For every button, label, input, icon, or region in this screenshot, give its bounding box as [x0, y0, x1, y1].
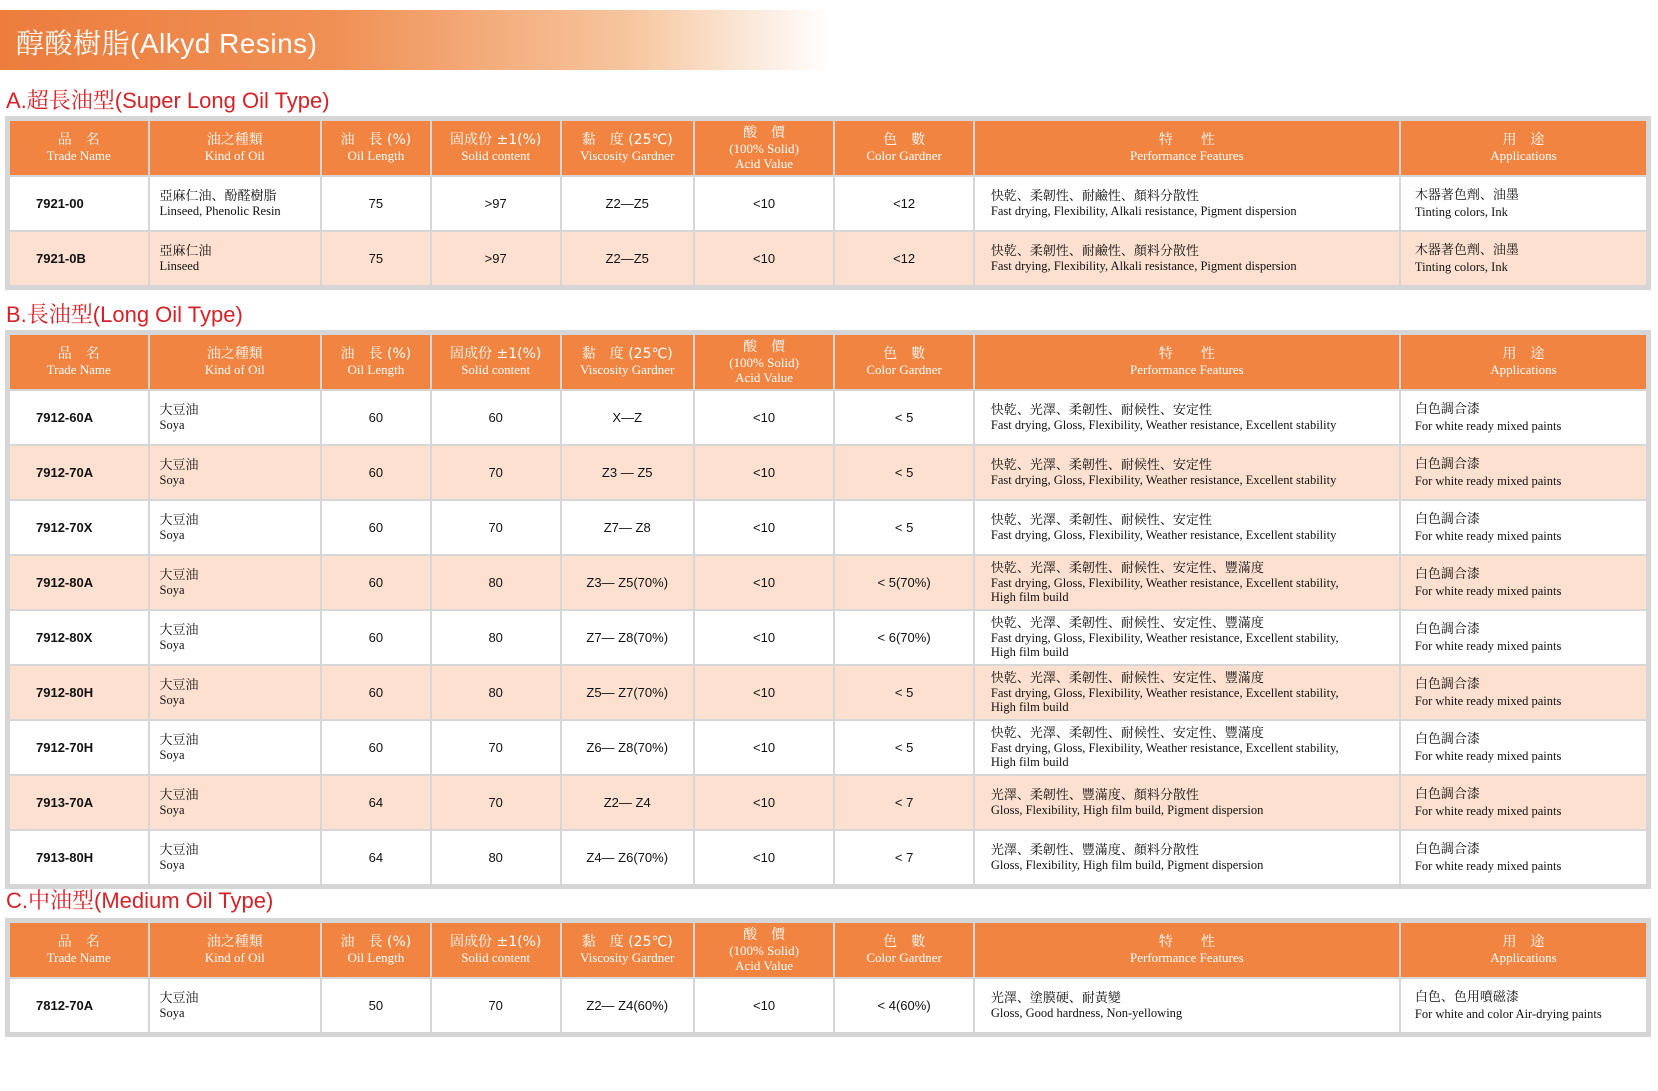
column-header-en: Acid Value [735, 957, 794, 973]
solid-content-cell: 80 [431, 610, 561, 665]
viscosity-cell: Z5— Z7(70%) [561, 665, 694, 720]
column-header-en: Kind of Oil [204, 950, 265, 965]
application-en: For white ready mixed paints [1414, 473, 1562, 488]
applications-cell [1400, 830, 1647, 885]
column-header-zh: 油之種類 [206, 934, 263, 950]
table-row [9, 176, 1647, 231]
solid-content-cell: 80 [431, 555, 561, 610]
performance-cell [974, 390, 1400, 445]
column-header-performance [974, 334, 1400, 390]
application-en: For white ready mixed paints [1414, 583, 1562, 598]
acid-value-cell: <10 [694, 390, 835, 445]
performance-zh: 光澤、柔韌性、豐滿度、顏料分散性 [990, 787, 1199, 803]
application-en: Tinting colors, Ink [1414, 259, 1508, 274]
performance-cell [974, 176, 1400, 231]
column-header-zh: 用 途 [1502, 346, 1545, 362]
viscosity-cell: Z3— Z5(70%) [561, 555, 694, 610]
trade-name-cell: 7912-80X [9, 610, 149, 665]
color-gardner-cell: < 5 [834, 390, 974, 445]
performance-zh: 快乾、光澤、柔韌性、耐候性、安定性、豐滿度 [990, 560, 1264, 576]
color-gardner-cell: < 5(70%) [834, 555, 974, 610]
application-zh: 白色調合漆 [1414, 621, 1480, 637]
oil-length-cell: 60 [321, 665, 431, 720]
oil-name-zh: 大豆油 [159, 677, 199, 693]
acid-value-cell: <10 [694, 978, 835, 1033]
application-zh: 木器著色劑、油墨 [1414, 187, 1519, 203]
column-header-en: Oil Length [347, 148, 405, 163]
performance-cell [974, 720, 1400, 775]
oil-name-zh: 亞麻仁油 [159, 243, 212, 259]
viscosity-cell: Z2— Z4 [561, 775, 694, 830]
performance-en-line2: High film build [990, 699, 1069, 714]
performance-cell [974, 231, 1400, 286]
application-en: For white and color Air-drying paints [1414, 1006, 1602, 1021]
solid-content-cell: 60 [431, 390, 561, 445]
column-header-zh: 黏 度 (25℃) [581, 132, 673, 148]
trade-name-cell: 7912-70A [9, 445, 149, 500]
performance-zh: 光澤、塗膜硬、耐黃變 [990, 990, 1121, 1006]
table-row [9, 231, 1647, 286]
performance-zh: 快乾、光澤、柔韌性、耐候性、安定性 [990, 402, 1212, 418]
solid-content-cell: 70 [431, 445, 561, 500]
kind-of-oil-cell [149, 500, 322, 555]
column-header-kind-of-oil [149, 120, 322, 176]
column-header-en: Viscosity Gardner [580, 362, 675, 377]
kind-of-oil-cell [149, 978, 322, 1033]
column-header-zh: 酸 價 [743, 926, 786, 943]
application-zh: 白色調合漆 [1414, 731, 1480, 747]
oil-name-zh: 亞麻仁油、酚醛樹脂 [159, 188, 277, 204]
column-header-oil-length [321, 334, 431, 390]
application-en: For white ready mixed paints [1414, 748, 1562, 763]
oil-name-zh: 大豆油 [159, 402, 199, 418]
kind-of-oil-cell [149, 390, 322, 445]
column-header-performance [974, 120, 1400, 176]
column-header-color-gardner [834, 120, 974, 176]
table-row [9, 500, 1647, 555]
application-zh: 白色調合漆 [1414, 456, 1480, 472]
column-header-zh: 用 途 [1502, 132, 1545, 148]
acid-value-cell: <10 [694, 231, 835, 286]
oil-length-cell: 60 [321, 500, 431, 555]
column-header-zh: 油之種類 [206, 346, 263, 362]
trade-name-cell: 7912-80A [9, 555, 149, 610]
oil-length-cell: 50 [321, 978, 431, 1033]
performance-en: Gloss, Flexibility, High film build, Pigment dispersion [990, 802, 1264, 817]
application-en: For white ready mixed paints [1414, 858, 1562, 873]
performance-cell [974, 775, 1400, 830]
applications-cell [1400, 610, 1647, 665]
color-gardner-cell: <12 [834, 231, 974, 286]
trade-name-cell: 7812-70A [9, 978, 149, 1033]
color-gardner-cell: < 5 [834, 665, 974, 720]
column-header-kind-of-oil [149, 334, 322, 390]
column-header-zh: 品 名 [57, 934, 100, 950]
column-header-acid-value [694, 922, 835, 978]
performance-cell [974, 610, 1400, 665]
application-zh: 木器著色劑、油墨 [1414, 242, 1519, 258]
acid-value-cell: <10 [694, 775, 835, 830]
oil-length-cell: 60 [321, 390, 431, 445]
oil-name-en: Soya [159, 527, 185, 542]
acid-value-cell: <10 [694, 720, 835, 775]
header-row [9, 334, 1647, 390]
column-header-applications [1400, 120, 1647, 176]
column-header-en-sub: (100% Solid) [729, 942, 799, 958]
column-header-en: Color Gardner [866, 148, 942, 163]
acid-value-cell: <10 [694, 445, 835, 500]
oil-name-en: Linseed, Phenolic Resin [159, 203, 281, 218]
performance-en: Fast drying, Flexibility, Alkali resistance, Pigment dispersion [990, 258, 1297, 273]
oil-name-zh: 大豆油 [159, 512, 199, 528]
oil-length-cell: 60 [321, 555, 431, 610]
application-zh: 白色調合漆 [1414, 511, 1480, 527]
column-header-en: Trade Name [46, 148, 111, 163]
oil-name-en: Soya [159, 582, 185, 597]
trade-name-cell: 7921-0B [9, 231, 149, 286]
column-header-en: Viscosity Gardner [580, 148, 675, 163]
section-title-super-long: A.超長油型(Super Long Oil Type) [6, 88, 330, 113]
column-header-en: Performance Features [1130, 148, 1244, 163]
column-header-en: Kind of Oil [204, 148, 265, 163]
performance-cell [974, 665, 1400, 720]
oil-length-cell: 60 [321, 445, 431, 500]
viscosity-cell: Z2—Z5 [561, 231, 694, 286]
oil-name-zh: 大豆油 [159, 842, 199, 858]
column-header-zh: 特 性 [1158, 934, 1215, 950]
acid-value-cell: <10 [694, 555, 835, 610]
section-title-long: B.長油型(Long Oil Type) [6, 302, 243, 327]
section-title-medium: C.中油型(Medium Oil Type) [6, 888, 274, 913]
kind-of-oil-cell [149, 176, 322, 231]
column-header-en: Acid Value [735, 369, 794, 385]
performance-en-line2: High film build [990, 754, 1069, 769]
oil-name-en: Soya [159, 747, 185, 762]
table-row [9, 978, 1647, 1033]
color-gardner-cell: < 7 [834, 775, 974, 830]
performance-en: Fast drying, Gloss, Flexibility, Weather resistance, Excellent stability, [990, 740, 1339, 755]
oil-name-en: Soya [159, 802, 185, 817]
acid-value-cell: <10 [694, 610, 835, 665]
kind-of-oil-cell [149, 445, 322, 500]
column-header-en: Performance Features [1130, 950, 1244, 965]
oil-name-zh: 大豆油 [159, 990, 199, 1006]
acid-value-cell: <10 [694, 665, 835, 720]
oil-name-zh: 大豆油 [159, 567, 199, 583]
applications-cell [1400, 445, 1647, 500]
column-header-en: Applications [1490, 148, 1557, 163]
application-zh: 白色調合漆 [1414, 566, 1480, 582]
application-en: For white ready mixed paints [1414, 638, 1562, 653]
trade-name-cell: 7913-70A [9, 775, 149, 830]
applications-cell [1400, 555, 1647, 610]
oil-length-cell: 60 [321, 720, 431, 775]
column-header-color-gardner [834, 922, 974, 978]
column-header-en-sub: (100% Solid) [729, 354, 799, 370]
oil-name-en: Soya [159, 637, 185, 652]
column-header-trade-name [9, 120, 149, 176]
column-header-en: Oil Length [347, 362, 405, 377]
viscosity-cell: Z4— Z6(70%) [561, 830, 694, 885]
application-en: For white ready mixed paints [1414, 693, 1562, 708]
applications-cell [1400, 720, 1647, 775]
column-header-solid-content [431, 120, 561, 176]
performance-en: Fast drying, Gloss, Flexibility, Weather resistance, Excellent stability, [990, 630, 1339, 645]
viscosity-cell: Z3 — Z5 [561, 445, 694, 500]
applications-cell [1400, 665, 1647, 720]
solid-content-cell: >97 [431, 176, 561, 231]
oil-name-en: Soya [159, 857, 185, 872]
kind-of-oil-cell [149, 231, 322, 286]
oil-name-en: Soya [159, 417, 185, 432]
column-header-kind-of-oil [149, 922, 322, 978]
trade-name-cell: 7912-70X [9, 500, 149, 555]
application-zh: 白色調合漆 [1414, 841, 1480, 857]
viscosity-cell: Z2—Z5 [561, 176, 694, 231]
column-header-zh: 色 數 [883, 346, 926, 362]
table-row [9, 720, 1647, 775]
column-header-solid-content [431, 334, 561, 390]
data-table [8, 119, 1648, 287]
performance-zh: 快乾、光澤、柔韌性、耐候性、安定性 [990, 457, 1212, 473]
kind-of-oil-cell [149, 555, 322, 610]
applications-cell [1400, 500, 1647, 555]
column-header-en: Applications [1490, 950, 1557, 965]
application-en: Tinting colors, Ink [1414, 204, 1508, 219]
viscosity-cell: Z6— Z8(70%) [561, 720, 694, 775]
application-zh: 白色調合漆 [1414, 401, 1480, 417]
column-header-viscosity [561, 922, 694, 978]
performance-en: Fast drying, Gloss, Flexibility, Weather resistance, Excellent stability, [990, 685, 1339, 700]
performance-zh: 快乾、光澤、柔韌性、耐候性、安定性、豐滿度 [990, 725, 1264, 741]
column-header-trade-name [9, 922, 149, 978]
application-zh: 白色調合漆 [1414, 786, 1480, 802]
kind-of-oil-cell [149, 720, 322, 775]
color-gardner-cell: <12 [834, 176, 974, 231]
performance-en: Fast drying, Gloss, Flexibility, Weather resistance, Excellent stability, [990, 575, 1339, 590]
solid-content-cell: 70 [431, 720, 561, 775]
kind-of-oil-cell [149, 665, 322, 720]
table-row [9, 665, 1647, 720]
column-header-zh: 品 名 [57, 132, 100, 148]
column-header-zh: 油之種類 [206, 132, 263, 148]
oil-name-en: Soya [159, 692, 185, 707]
data-table [8, 333, 1648, 886]
oil-name-en: Soya [159, 472, 185, 487]
table-super-long-oil [5, 116, 1651, 290]
column-header-zh: 固成份 ±1(%) [450, 132, 542, 148]
column-header-zh: 油 長 (%) [340, 934, 412, 950]
performance-en: Fast drying, Gloss, Flexibility, Weather resistance, Excellent stability [990, 527, 1337, 542]
column-header-en: Performance Features [1130, 362, 1244, 377]
acid-value-cell: <10 [694, 176, 835, 231]
column-header-zh: 色 數 [883, 132, 926, 148]
performance-en-line2: High film build [990, 644, 1069, 659]
performance-zh: 快乾、柔韌性、耐鹼性、顏料分散性 [990, 188, 1199, 204]
column-header-en: Viscosity Gardner [580, 950, 675, 965]
oil-length-cell: 64 [321, 830, 431, 885]
application-en: For white ready mixed paints [1414, 528, 1562, 543]
column-header-applications [1400, 334, 1647, 390]
table-row [9, 775, 1647, 830]
column-header-viscosity [561, 120, 694, 176]
column-header-viscosity [561, 334, 694, 390]
applications-cell [1400, 176, 1647, 231]
column-header-zh: 油 長 (%) [340, 132, 412, 148]
color-gardner-cell: < 4(60%) [834, 978, 974, 1033]
column-header-en: Acid Value [735, 155, 794, 171]
application-en: For white ready mixed paints [1414, 418, 1562, 433]
column-header-en: Oil Length [347, 950, 405, 965]
oil-length-cell: 75 [321, 176, 431, 231]
trade-name-cell: 7912-70H [9, 720, 149, 775]
table-medium-oil [5, 918, 1651, 1037]
column-header-zh: 用 途 [1502, 934, 1545, 950]
table-row [9, 610, 1647, 665]
column-header-zh: 特 性 [1158, 132, 1215, 148]
application-zh: 白色調合漆 [1414, 676, 1480, 692]
oil-name-zh: 大豆油 [159, 787, 199, 803]
oil-name-zh: 大豆油 [159, 732, 199, 748]
color-gardner-cell: < 5 [834, 500, 974, 555]
oil-name-zh: 大豆油 [159, 622, 199, 638]
solid-content-cell: 80 [431, 830, 561, 885]
acid-value-cell: <10 [694, 500, 835, 555]
oil-name-en: Soya [159, 1005, 185, 1020]
trade-name-cell: 7913-80H [9, 830, 149, 885]
column-header-en: Solid content [461, 148, 531, 163]
applications-cell [1400, 390, 1647, 445]
column-header-en: Applications [1490, 362, 1557, 377]
column-header-oil-length [321, 922, 431, 978]
performance-cell [974, 445, 1400, 500]
trade-name-cell: 7912-80H [9, 665, 149, 720]
applications-cell [1400, 231, 1647, 286]
oil-length-cell: 60 [321, 610, 431, 665]
column-header-zh: 酸 價 [743, 124, 786, 141]
performance-cell [974, 555, 1400, 610]
column-header-en: Color Gardner [866, 362, 942, 377]
performance-en: Fast drying, Gloss, Flexibility, Weather resistance, Excellent stability [990, 417, 1337, 432]
column-header-acid-value [694, 334, 835, 390]
viscosity-cell: Z2— Z4(60%) [561, 978, 694, 1033]
performance-zh: 快乾、光澤、柔韌性、耐候性、安定性、豐滿度 [990, 615, 1264, 631]
column-header-en: Kind of Oil [204, 362, 265, 377]
acid-value-cell: <10 [694, 830, 835, 885]
column-header-zh: 固成份 ±1(%) [450, 346, 542, 362]
table-row [9, 390, 1647, 445]
application-en: For white ready mixed paints [1414, 803, 1562, 818]
solid-content-cell: 70 [431, 500, 561, 555]
performance-en: Gloss, Good hardness, Non-yellowing [990, 1005, 1183, 1020]
color-gardner-cell: < 7 [834, 830, 974, 885]
solid-content-cell: >97 [431, 231, 561, 286]
table-row [9, 445, 1647, 500]
column-header-en: Solid content [461, 950, 531, 965]
performance-cell [974, 830, 1400, 885]
header-row [9, 120, 1647, 176]
column-header-zh: 黏 度 (25℃) [581, 934, 673, 950]
performance-zh: 快乾、柔韌性、耐鹼性、顏料分散性 [990, 243, 1199, 259]
header-row [9, 922, 1647, 978]
column-header-en: Trade Name [46, 362, 111, 377]
column-header-zh: 品 名 [57, 346, 100, 362]
column-header-zh: 黏 度 (25℃) [581, 346, 673, 362]
viscosity-cell: X—Z [561, 390, 694, 445]
data-table [8, 921, 1648, 1034]
oil-length-cell: 75 [321, 231, 431, 286]
column-header-en: Color Gardner [866, 950, 942, 965]
column-header-en: Solid content [461, 362, 531, 377]
performance-cell [974, 500, 1400, 555]
table-row [9, 830, 1647, 885]
column-header-applications [1400, 922, 1647, 978]
color-gardner-cell: < 6(70%) [834, 610, 974, 665]
page-title: 醇酸樹脂(Alkyd Resins) [16, 28, 318, 59]
performance-en-line2: High film build [990, 589, 1069, 604]
table-long-oil [5, 330, 1651, 889]
solid-content-cell: 70 [431, 775, 561, 830]
performance-en: Gloss, Flexibility, High film build, Pigment dispersion [990, 857, 1264, 872]
color-gardner-cell: < 5 [834, 720, 974, 775]
oil-length-cell: 64 [321, 775, 431, 830]
performance-en: Fast drying, Gloss, Flexibility, Weather resistance, Excellent stability [990, 472, 1337, 487]
viscosity-cell: Z7— Z8(70%) [561, 610, 694, 665]
column-header-trade-name [9, 334, 149, 390]
column-header-performance [974, 922, 1400, 978]
oil-name-zh: 大豆油 [159, 457, 199, 473]
application-zh: 白色、色用噴磁漆 [1414, 989, 1519, 1005]
performance-cell [974, 978, 1400, 1033]
performance-zh: 光澤、柔韌性、豐滿度、顏料分散性 [990, 842, 1199, 858]
kind-of-oil-cell [149, 775, 322, 830]
viscosity-cell: Z7— Z8 [561, 500, 694, 555]
column-header-solid-content [431, 922, 561, 978]
color-gardner-cell: < 5 [834, 445, 974, 500]
column-header-en: Trade Name [46, 950, 111, 965]
trade-name-cell: 7921-00 [9, 176, 149, 231]
solid-content-cell: 70 [431, 978, 561, 1033]
column-header-zh: 色 數 [883, 934, 926, 950]
column-header-zh: 酸 價 [743, 338, 786, 355]
applications-cell [1400, 978, 1647, 1033]
column-header-zh: 油 長 (%) [340, 346, 412, 362]
oil-name-en: Linseed [159, 258, 200, 273]
performance-zh: 快乾、光澤、柔韌性、耐候性、安定性、豐滿度 [990, 670, 1264, 686]
column-header-zh: 特 性 [1158, 346, 1215, 362]
kind-of-oil-cell [149, 610, 322, 665]
kind-of-oil-cell [149, 830, 322, 885]
column-header-en-sub: (100% Solid) [729, 140, 799, 156]
column-header-oil-length [321, 120, 431, 176]
trade-name-cell: 7912-60A [9, 390, 149, 445]
table-row [9, 555, 1647, 610]
column-header-zh: 固成份 ±1(%) [450, 934, 542, 950]
solid-content-cell: 80 [431, 665, 561, 720]
performance-en: Fast drying, Flexibility, Alkali resistance, Pigment dispersion [990, 203, 1297, 218]
applications-cell [1400, 775, 1647, 830]
column-header-color-gardner [834, 334, 974, 390]
column-header-acid-value [694, 120, 835, 176]
performance-zh: 快乾、光澤、柔韌性、耐候性、安定性 [990, 512, 1212, 528]
